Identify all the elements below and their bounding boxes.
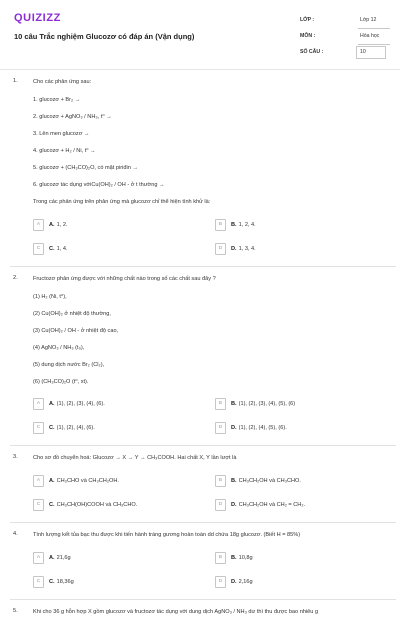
option-a[interactable]: A A. 1, 2.	[33, 218, 203, 231]
option-letter: B	[215, 398, 226, 410]
meta-row-subject	[300, 30, 390, 46]
option-letter: C	[33, 422, 44, 434]
meta-value: Hóa học	[360, 33, 380, 39]
question-text: Cho sơ đồ chuyển hoá: Glucozơ → X → Y → CH₃COOH. Hai chất X, Y lần lượt là	[33, 455, 237, 461]
question-separator	[10, 445, 396, 446]
question-number: 2.	[13, 275, 18, 281]
reaction-item: 1. glucozơ + Br₂ →	[33, 97, 81, 103]
question-text: Cho các phản ứng sau:	[33, 79, 92, 85]
question-number: 3.	[13, 454, 18, 460]
question-separator	[10, 522, 396, 523]
option-letter: C	[33, 576, 44, 588]
option-letter: C	[33, 499, 44, 511]
reagent-item: (6) (CH₃CO)₂O (t⁰, xt).	[33, 379, 89, 385]
question-1	[0, 78, 400, 267]
meta-row-count	[300, 46, 390, 62]
question-separator	[10, 266, 396, 267]
question-text: Tính lượng kết tủa bạc thu được khi tiến hành tráng gương hoàn toàn dd chứa 18g glucozơ. (Biết H = 85%)	[33, 532, 301, 538]
reaction-item: 3. Lên men glucozơ →	[33, 131, 90, 137]
option-b[interactable]: B B. (1), (2), (3), (4), (5), (6)	[215, 397, 385, 410]
option-c[interactable]: C C. 18,36g	[33, 575, 203, 588]
reagent-item: (1) H₂ (Ni, t⁰),	[33, 294, 67, 300]
reaction-item: 4. glucozơ + H₂ / Ni, t⁰ →	[33, 148, 96, 154]
question-text: Khi cho 36 g hỗn hợp X gồm glucozơ và fructozơ tác dụng với dung dịch AgNO₃ / NH₃ dư thì thu được bao nhiêu g	[33, 609, 319, 615]
option-letter: B	[215, 475, 226, 487]
question-closing: Trong các phản ứng trên phản ứng mà glucozơ chỉ thể hiện tính khử là:	[33, 199, 211, 205]
question-number: 5.	[13, 608, 18, 614]
question-number: 4.	[13, 531, 18, 537]
page-title: 10 câu Trắc nghiệm Glucozơ có đáp án (Vận dụng)	[14, 32, 195, 41]
question-3	[0, 454, 400, 523]
header-divider	[0, 69, 400, 70]
option-letter: B	[215, 219, 226, 231]
question-list	[0, 78, 400, 617]
question-2	[0, 275, 400, 446]
reagent-item: (2) Cu(OH)₂ ở nhiệt độ thường,	[33, 311, 111, 317]
worksheet-header	[0, 0, 400, 70]
option-d[interactable]: D D. CH₃CH₂OH và CH₂ = CH₂.	[215, 498, 385, 511]
option-letter: A	[33, 398, 44, 410]
option-d[interactable]: D D. 2,16g	[215, 575, 385, 588]
option-letter: C	[33, 243, 44, 255]
option-b[interactable]: B B. CH₃CH₂OH và CH₃CHO.	[215, 474, 385, 487]
meta-value: Lớp 12	[360, 17, 377, 23]
meta-label: LỚP :	[300, 17, 315, 23]
answer-options	[33, 551, 390, 588]
option-letter: B	[215, 552, 226, 564]
option-c[interactable]: C C. CH₃CH(OH)COOH và CH₃CHO.	[33, 498, 203, 511]
option-a[interactable]: A A. (1), (2), (3), (4), (6).	[33, 397, 203, 410]
option-a[interactable]: A A. CH₃CHO và CH₃CH₂OH.	[33, 474, 203, 487]
option-letter: D	[215, 576, 226, 588]
reagent-item: (3) Cu(OH)₂ / OH - ở nhiệt độ cao,	[33, 328, 119, 334]
reaction-item: 6. glucozơ tác dụng vớiCu(OH)₂ / OH - ở t thường →	[33, 182, 165, 188]
option-b[interactable]: B B. 1, 2, 4.	[215, 218, 385, 231]
answer-options	[33, 218, 390, 255]
quizizz-logo: QUIZIZZ	[14, 12, 61, 24]
option-letter: A	[33, 475, 44, 487]
question-number: 1.	[13, 78, 18, 84]
reaction-item: 5. glucozơ + (CH₃CO)₂O, có mặt piriđin →	[33, 165, 138, 171]
meta-info	[300, 14, 390, 62]
option-letter: D	[215, 422, 226, 434]
option-d[interactable]: D D. 1, 3, 4.	[215, 242, 385, 255]
meta-value: 10	[360, 49, 366, 55]
option-letter: A	[33, 219, 44, 231]
question-5	[0, 608, 400, 617]
reaction-item: 2. glucozơ + AgNO₃ / NH₃, t⁰ →	[33, 114, 112, 120]
reagent-item: (5) dung dịch nước Br₂ (Cl₂),	[33, 362, 105, 368]
reagent-item: (4) AgNO₃ / NH₃ (t₀),	[33, 345, 85, 351]
option-c[interactable]: C C. (1), (2), (4), (6).	[33, 421, 203, 434]
question-4	[0, 531, 400, 600]
question-text: Fructozơ phản ứng được với những chất nào trong số các chất sau đây ?	[33, 276, 216, 282]
meta-label: SỐ CÂU :	[300, 49, 324, 55]
option-c[interactable]: C C. 1, 4.	[33, 242, 203, 255]
option-b[interactable]: B B. 10,8g	[215, 551, 385, 564]
option-letter: A	[33, 552, 44, 564]
option-a[interactable]: A A. 21,6g	[33, 551, 203, 564]
answer-options	[33, 397, 390, 434]
option-letter: D	[215, 499, 226, 511]
meta-row-class	[300, 14, 390, 30]
option-letter: D	[215, 243, 226, 255]
meta-label: MÔN :	[300, 33, 316, 39]
option-d[interactable]: D D. (1), (2), (4), (5), (6).	[215, 421, 385, 434]
answer-options	[33, 474, 390, 511]
